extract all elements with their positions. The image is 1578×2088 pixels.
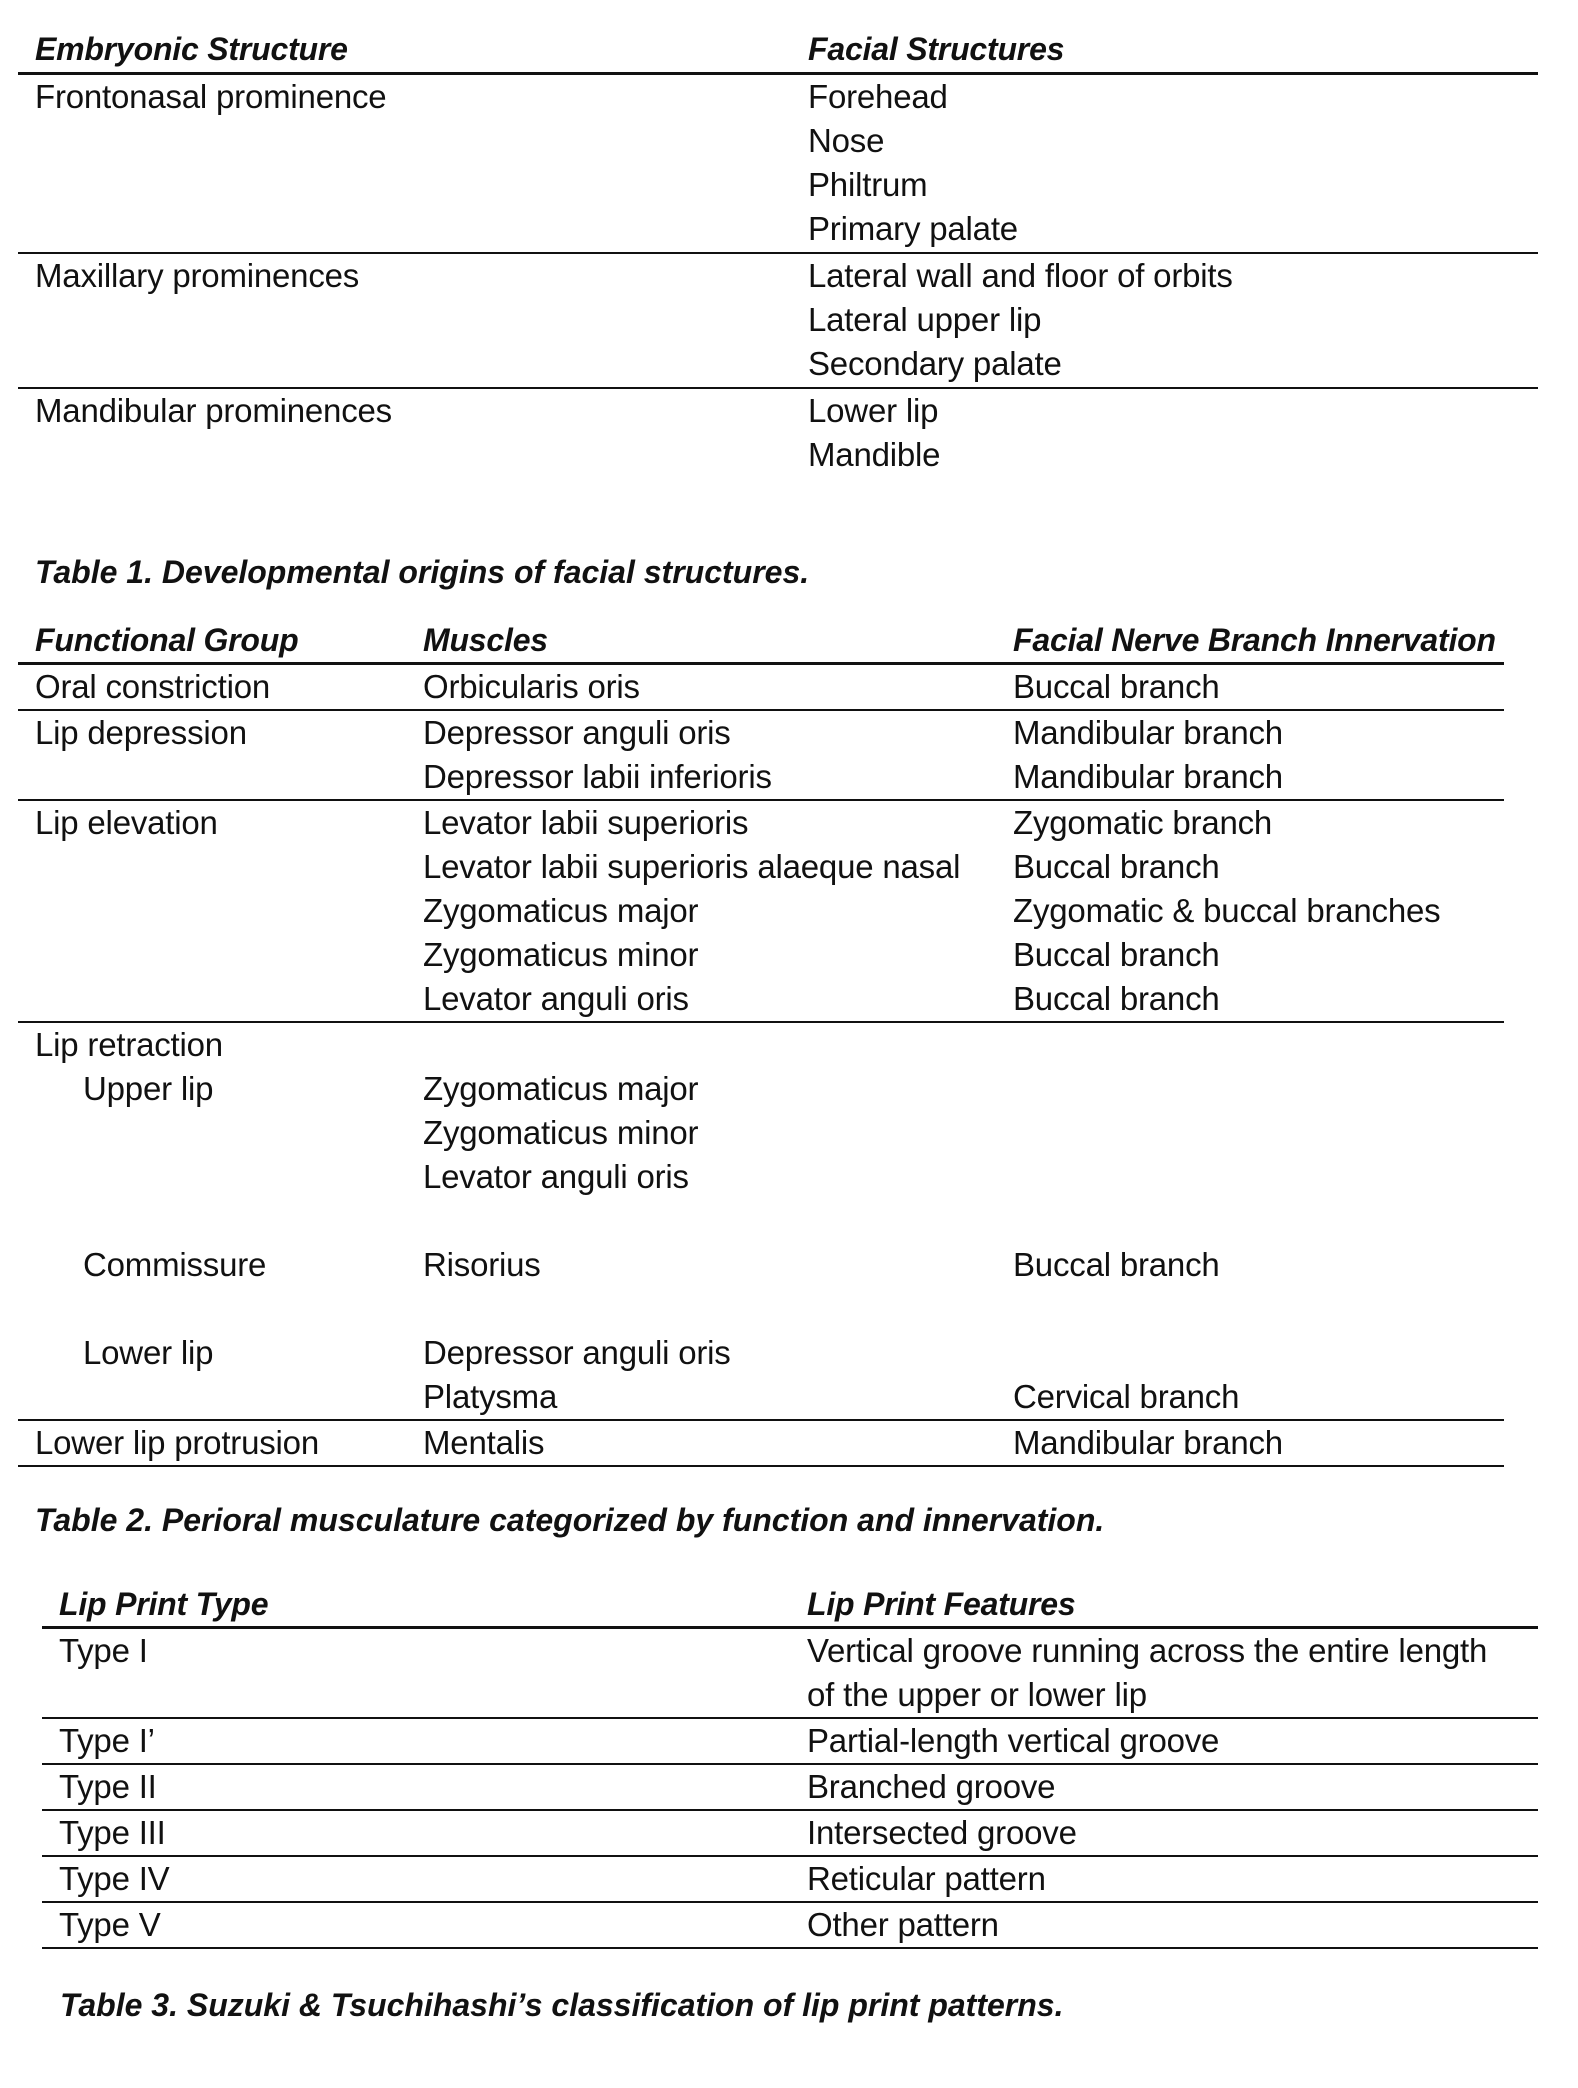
table3-cell-type: Type I’ bbox=[59, 1722, 155, 1759]
table1-cell-facial bbox=[808, 389, 940, 477]
table2-cell-muscle: Levator anguli oris bbox=[423, 1158, 689, 1195]
table-row bbox=[42, 1903, 1538, 1949]
table-developmental-origins bbox=[18, 27, 1538, 479]
table1-cell-structure: Mandibular prominences bbox=[35, 392, 392, 429]
table2-cell-muscle: Depressor labii inferioris bbox=[423, 758, 772, 795]
table3-cell-type: Type III bbox=[59, 1814, 166, 1851]
table2-cell-group: Commissure bbox=[83, 1246, 267, 1283]
table2-cell-group: Oral constriction bbox=[35, 668, 271, 705]
facial-structure-item: Lateral wall and floor of orbits bbox=[808, 257, 1233, 294]
table2-cell-muscle: Depressor anguli oris bbox=[423, 1334, 731, 1371]
table-row bbox=[42, 1765, 1538, 1811]
table2-cell-muscle: Orbicularis oris bbox=[423, 668, 640, 705]
table1-cell-structure: Maxillary prominences bbox=[35, 257, 360, 294]
table1-header-embryonic: Embryonic Structure bbox=[35, 31, 348, 67]
table2-cell-group: Upper lip bbox=[83, 1070, 214, 1107]
table3-cell-features: Other pattern bbox=[807, 1906, 999, 1943]
table1-cell-facial bbox=[808, 254, 1233, 386]
table1-header-row bbox=[18, 27, 1538, 75]
table2-cell-muscle: Levator anguli oris bbox=[423, 980, 689, 1017]
table1-header-facial: Facial Structures bbox=[808, 31, 1065, 67]
facial-structure-item: Lower lip bbox=[808, 392, 939, 429]
table3-header-row bbox=[42, 1582, 1538, 1629]
facial-structure-item: Forehead bbox=[808, 78, 948, 115]
table2-cell-muscle: Platysma bbox=[423, 1378, 558, 1415]
facial-structure-item: Secondary palate bbox=[808, 345, 1062, 382]
table2-cell-nerve: Buccal branch bbox=[1013, 1246, 1220, 1283]
table-row bbox=[18, 254, 1538, 389]
table2-cell-nerve: Cervical branch bbox=[1013, 1378, 1240, 1415]
table2-cell-nerve: Zygomatic & buccal branches bbox=[1013, 892, 1441, 929]
table2-cell-muscle: Levator labii superioris alaeque nasal bbox=[423, 848, 961, 885]
table2-cell-nerve: Mandibular branch bbox=[1013, 1424, 1283, 1461]
table2-cell-muscle: Mentalis bbox=[423, 1424, 545, 1461]
table3-cell-type: Type II bbox=[59, 1768, 157, 1805]
table2-cell-group: Lower lip protrusion bbox=[35, 1424, 319, 1461]
table-row bbox=[18, 75, 1538, 254]
table2-cell-muscle: Zygomaticus major bbox=[423, 892, 699, 929]
table2-header-muscles: Muscles bbox=[423, 622, 548, 658]
table3-header-features: Lip Print Features bbox=[807, 1586, 1076, 1622]
table3-header-type: Lip Print Type bbox=[59, 1586, 269, 1622]
facial-structure-item: Primary palate bbox=[808, 210, 1018, 247]
feature-line: Vertical groove running across the entire length bbox=[807, 1632, 1488, 1669]
table-row bbox=[42, 1719, 1538, 1765]
table2-header-group: Functional Group bbox=[35, 622, 299, 658]
facial-structure-item: Nose bbox=[808, 122, 885, 159]
table3-cell-features bbox=[807, 1629, 1487, 1717]
table-lip-print-classification bbox=[42, 1582, 1538, 1949]
table-row bbox=[18, 711, 1504, 801]
table-row bbox=[18, 801, 1504, 1023]
table2-cell-muscle: Zygomaticus minor bbox=[423, 936, 699, 973]
table2-cell-muscle: Risorius bbox=[423, 1246, 541, 1283]
table2-cell-group: Lip retraction bbox=[35, 1026, 223, 1063]
table2-cell-nerve: Buccal branch bbox=[1013, 980, 1220, 1017]
table1-cell-facial bbox=[808, 75, 1018, 251]
facial-structure-item: Lateral upper lip bbox=[808, 301, 1042, 338]
table2-cell-muscle: Zygomaticus minor bbox=[423, 1114, 699, 1151]
table3-caption: Table 3. Suzuki & Tsuchihashi’s classification of lip print patterns. bbox=[60, 1987, 1064, 2023]
table2-cell-nerve: Buccal branch bbox=[1013, 936, 1220, 973]
table-row bbox=[42, 1857, 1538, 1903]
table2-cell-muscle: Levator labii superioris bbox=[423, 804, 749, 841]
table1-cell-structure: Frontonasal prominence bbox=[35, 78, 387, 115]
table3-cell-type: Type I bbox=[59, 1632, 148, 1669]
table3-cell-type: Type IV bbox=[59, 1860, 170, 1897]
table2-cell-nerve: Buccal branch bbox=[1013, 848, 1220, 885]
table3-cell-type: Type V bbox=[59, 1906, 161, 1943]
table2-cell-nerve: Buccal branch bbox=[1013, 668, 1220, 705]
table-row bbox=[18, 1421, 1504, 1467]
table-row bbox=[18, 389, 1538, 479]
table2-cell-muscle: Depressor anguli oris bbox=[423, 714, 731, 751]
table2-caption: Table 2. Perioral musculature categorized by function and innervation. bbox=[35, 1502, 1105, 1538]
table2-body bbox=[18, 665, 1504, 1467]
table2-header-nerve: Facial Nerve Branch Innervation bbox=[1013, 622, 1496, 658]
table3-cell-features: Partial-length vertical groove bbox=[807, 1722, 1220, 1759]
table-row bbox=[42, 1811, 1538, 1857]
table3-cell-features: Intersected groove bbox=[807, 1814, 1077, 1851]
table2-cell-nerve: Zygomatic branch bbox=[1013, 804, 1273, 841]
table-row bbox=[42, 1629, 1538, 1719]
facial-structure-item: Mandible bbox=[808, 436, 941, 473]
feature-line: of the upper or lower lip bbox=[807, 1676, 1147, 1713]
table3-cell-features: Reticular pattern bbox=[807, 1860, 1046, 1897]
table1-caption: Table 1. Developmental origins of facial structures. bbox=[35, 554, 810, 590]
table2-cell-group: Lip elevation bbox=[35, 804, 218, 841]
table2-cell-group: Lip depression bbox=[35, 714, 247, 751]
table2-header-row bbox=[18, 618, 1504, 665]
table3-cell-features: Branched groove bbox=[807, 1768, 1056, 1805]
table-row bbox=[18, 1023, 1504, 1421]
table2-cell-group: Lower lip bbox=[83, 1334, 214, 1371]
table2-cell-nerve: Mandibular branch bbox=[1013, 714, 1283, 751]
table-perioral-musculature bbox=[18, 618, 1504, 1467]
table2-cell-muscle: Zygomaticus major bbox=[423, 1070, 699, 1107]
facial-structure-item: Philtrum bbox=[808, 166, 928, 203]
table2-cell-nerve: Mandibular branch bbox=[1013, 758, 1283, 795]
table-row bbox=[18, 665, 1504, 711]
